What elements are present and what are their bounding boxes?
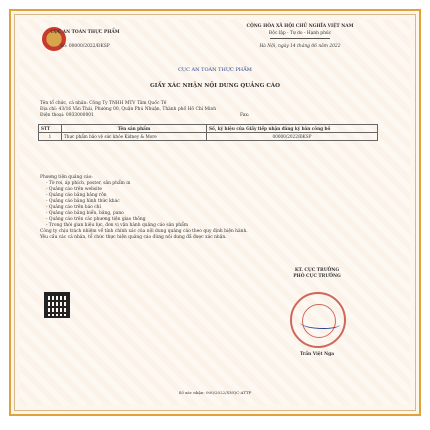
body-line: - Quảng cáo bằng bảng rôn [46,193,107,198]
agency-name: CỤC AN TOÀN THỰC PHẨM [50,30,120,35]
document-title: GIẤY XÁC NHẬN NỘI DUNG QUẢNG CÁO [149,83,281,89]
signer-role-deputy: PHÓ CỤC TRƯỞNG [293,274,341,279]
body-line: Phương tiện quảng cáo: [40,175,93,180]
recipient-company: Tên tổ chức, cá nhân: Công Ty TNHH MTV Tâm Quốc Tế [40,101,167,106]
body-line: Công ty chịu trách nhiệm về tính chính xác của nội dung quảng cáo theo quy định hiện hành. [40,229,248,234]
table-header-row [39,125,378,133]
signer-role: KT. CỤC TRƯỞNG [294,268,340,273]
footer-number: Số xác nhận: 000/2022/XNQC-ATTP [178,390,252,395]
table-cell: Thực phẩm bảo vệ sức khỏe Kidney & More [62,133,207,141]
table-header-cell: Tên sản phẩm [62,125,207,133]
issue-date: Hà Nội, ngày 14 tháng 06 năm 2022 [259,44,341,49]
body-line: - Trong thời gian hiệu lực, đơn vị vận hành quảng cáo sản phẩm [46,223,188,228]
table-row [39,133,378,141]
recipient-fax: Fax: [240,113,250,118]
body-line: - Quảng cáo bằng biển, bảng, pano [46,211,124,216]
body-line: - Tờ rơi, áp phích, poster, sản phẩm in [46,181,131,186]
ministry-logo-text: CỤC AN TOÀN THỰC PHẨM [178,67,252,73]
document-number: Số: 00000/2022/ĐKSP [60,44,110,49]
republic-title: CỘNG HÒA XÃ HỘI CHỦ NGHĨA VIỆT NAM [246,24,354,29]
body-line: - Quảng cáo trên website [46,187,102,192]
signer-name: Trần Việt Nga [299,352,335,357]
motto: Độc lập - Tự do - Hạnh phúc [268,31,332,36]
body-line: - Quảng cáo trên báo chí [46,205,101,210]
motto-underline [270,38,330,39]
table-header-cell: Số, ký hiệu của Giấy tiếp nhận đăng ký bản công bố [207,125,378,133]
table-header-cell: STT [39,125,62,133]
recipient-phone: Điện thoại: 0933000001 [40,113,94,118]
qr-code-icon [44,292,70,318]
table-cell: 1 [39,133,62,141]
recipient-address: Địa chỉ: 43/16 Vân Thái, Phường 00, Quận Phú Nhuận, Thành phố Hồ Chí Minh [40,107,217,112]
body-line: - Quảng cáo trên các phương tiện giao thông [46,217,146,222]
body-line: - Quảng cáo bằng hình thức khác [46,199,120,204]
body-line: Yêu cầu các cá nhân, tổ chức thực hiện quảng cáo đúng nội dung đã được xác nhận. [40,235,227,240]
table-cell: 00000/2022/ĐKSP [207,133,378,141]
product-table [38,124,378,141]
